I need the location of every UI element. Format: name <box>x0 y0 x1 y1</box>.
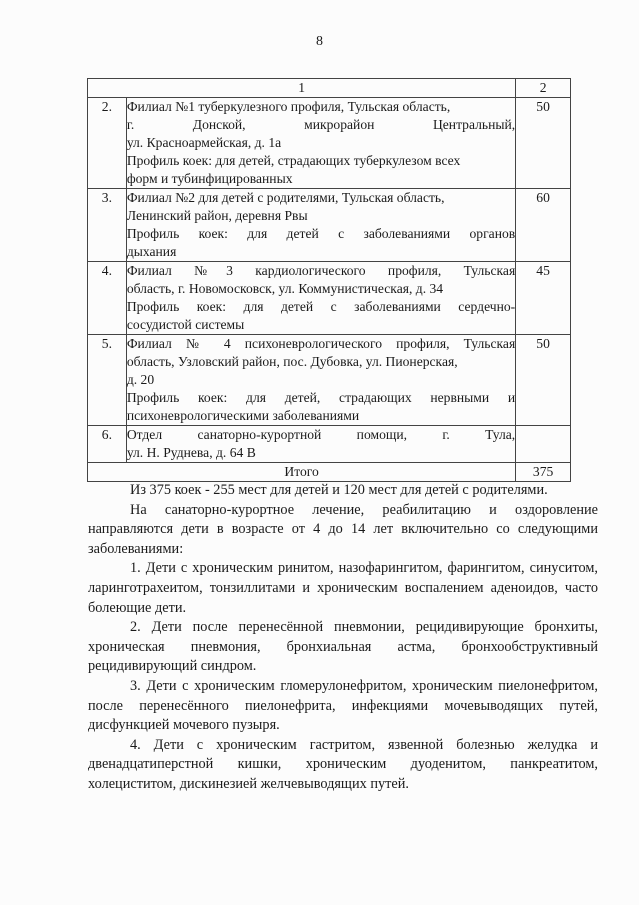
row-line: г. Донской, микрорайон Центральный, <box>126 117 516 132</box>
row-line: сосудистой системы <box>126 317 245 332</box>
table-row <box>88 98 571 189</box>
row-count: 60 <box>516 189 571 262</box>
page-number: 8 <box>316 34 323 49</box>
row-line: дыхания <box>126 244 177 259</box>
row-line: форм и тубинфицированных <box>126 171 293 186</box>
row-number: 2. <box>88 98 127 189</box>
row-description <box>126 335 515 426</box>
row-line: Ленинский район, деревня Рвы <box>126 208 308 223</box>
table-header-row <box>88 79 571 98</box>
row-number: 5. <box>88 335 127 426</box>
row-line: Профиль коек: для детей с заболеваниями органов <box>126 226 516 241</box>
row-description <box>126 426 515 463</box>
list-item: 2. Дети после перенесённой пневмонии, рецидивирующие бронхиты, хроническая пневмония, бронхиальная астма, бронхообструктивный рецидивирующий синдром. <box>88 619 598 675</box>
row-line: Профиль коек: для детей, страдающих нервными и <box>126 390 516 405</box>
table-row <box>88 335 571 426</box>
intro-paragraph: На санаторно-курортное лечение, реабилитацию и оздоровление направляются дети в возрасте от 4 до 14 лет включительно со следующими заболеваниями: <box>88 501 598 557</box>
list-item: 4. Дети с хроническим гастритом, язвенной болезнью желудка и двенадцатиперстной кишки, хроническим дуоденитом, панкреатитом, холециститом, дискинезией желчевыводящих путей. <box>88 736 598 792</box>
row-description <box>126 98 515 189</box>
row-line: Отдел санаторно-курортной помощи, г. Тула, <box>126 427 516 442</box>
row-count <box>516 426 571 463</box>
beds-table <box>87 78 571 482</box>
table-header-col-2: 2 <box>516 79 571 98</box>
row-line: Филиал №3 кардиологического профиля, Тульская <box>126 263 516 278</box>
row-description <box>126 262 515 335</box>
list-item: 1. Дети с хроническим ринитом, назофарингитом, фарингитом, синуситом, ларинготрахеитом, тонзиллитами и хроническим воспалением аденоидов, часто болеющие дети. <box>88 560 598 616</box>
row-line: Профиль коек: для детей, страдающих туберкулезом всех <box>126 153 461 168</box>
total-value: 375 <box>516 463 571 482</box>
row-number: 6. <box>88 426 127 463</box>
row-number: 4. <box>88 262 127 335</box>
row-count: 45 <box>516 262 571 335</box>
row-line: ул. Красноармейская, д. 1а <box>126 135 282 150</box>
row-count: 50 <box>516 335 571 426</box>
table-row <box>88 426 571 463</box>
row-line: д. 20 <box>126 372 155 387</box>
row-line: Филиал №2 для детей с родителями, Тульская область, <box>126 190 445 205</box>
summary-paragraph: Из 375 коек - 255 мест для детей и 120 мест для детей с родителями. <box>130 482 548 498</box>
row-line: Профиль коек: для детей с заболеваниями сердечно- <box>126 299 516 314</box>
row-count: 50 <box>516 98 571 189</box>
table-row <box>88 262 571 335</box>
table-row <box>88 189 571 262</box>
list-item: 3. Дети с хроническим гломерулонефритом, хроническим пиелонефритом, после перенесённого пиелонефрита, инфекциями мочевыводящих путей, дисфункцией мочевого пузыря. <box>88 677 598 734</box>
row-line: область, Узловский район, пос. Дубовка, ул. Пионерская, <box>126 354 458 369</box>
total-label: Итого <box>88 463 516 482</box>
row-line: Филиал № 4 психоневрологического профиля, Тульская <box>126 336 516 351</box>
row-line: ул. Н. Руднева, д. 64 В <box>126 445 256 460</box>
row-line: Филиал №1 туберкулезного профиля, Тульская область, <box>126 99 451 114</box>
body-text <box>88 481 598 795</box>
row-line: психоневрологическими заболеваниями <box>126 408 360 423</box>
row-number: 3. <box>88 189 127 262</box>
table-total-row <box>88 463 571 482</box>
row-description <box>126 189 515 262</box>
table-header-col-1: 1 <box>88 79 516 98</box>
row-line: область, г. Новомосковск, ул. Коммунистическая, д. 34 <box>126 281 444 296</box>
